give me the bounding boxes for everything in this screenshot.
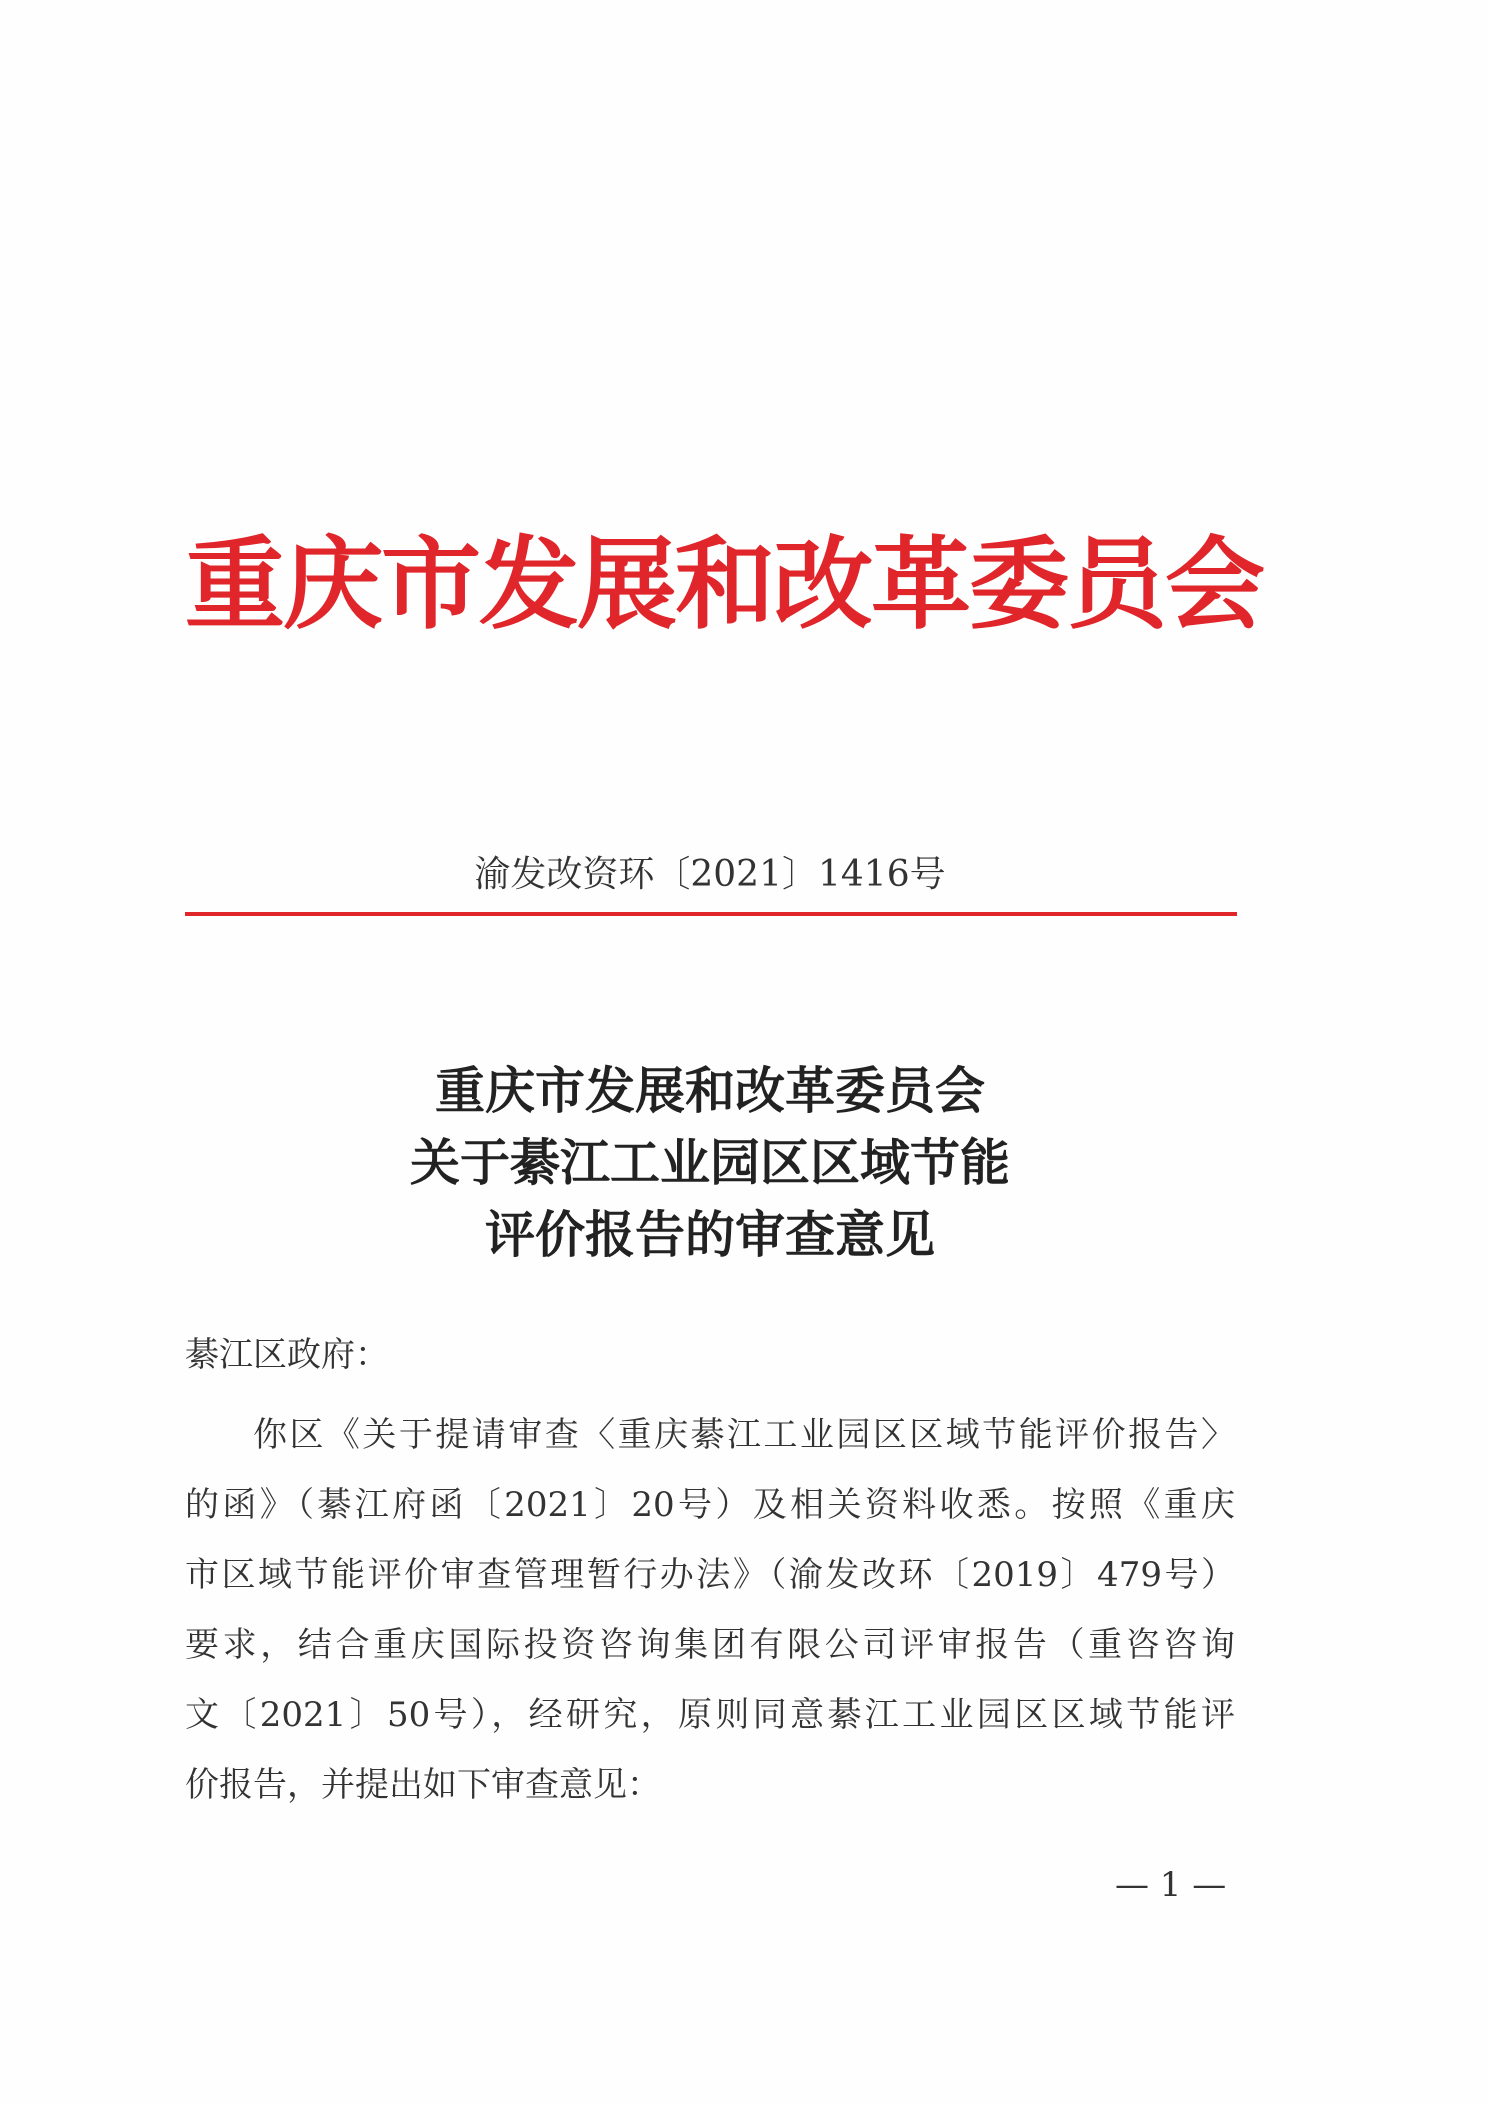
body-line: 文〔2021〕50号），经研究，原则同意綦江工业园区区域节能评 <box>185 1695 1235 1735</box>
body-line: 价报告，并提出如下审查意见： <box>185 1765 661 1805</box>
title-line: 评价报告的审查意见 <box>485 1205 935 1264</box>
body-line: 要求，结合重庆国际投资咨询集团有限公司评审报告（重咨咨询 <box>185 1625 1235 1665</box>
issuing-authority-masthead: 重庆市发展和改革委员会 <box>185 526 1263 643</box>
body-line: 市区域节能评价审查管理暂行办法》（渝发改环〔2019〕479号） <box>185 1555 1235 1595</box>
body-paragraph <box>185 1400 1235 1820</box>
document-number: 渝发改资环〔2021〕1416号 <box>474 854 946 895</box>
page-number: — 1 — <box>1115 1865 1227 1905</box>
body-line: 的函》（綦江府函〔2021〕20号）及相关资料收悉。按照《重庆 <box>185 1485 1235 1525</box>
document-title <box>185 1055 1235 1271</box>
red-separator-line <box>185 912 1237 916</box>
title-line: 重庆市发展和改革委员会 <box>435 1061 985 1120</box>
body-line: 你区《关于提请审查〈重庆綦江工业园区区域节能评价报告〉 <box>253 1415 1235 1455</box>
salutation: 綦江区政府： <box>185 1335 389 1375</box>
title-line: 关于綦江工业园区区域节能 <box>410 1133 1010 1192</box>
